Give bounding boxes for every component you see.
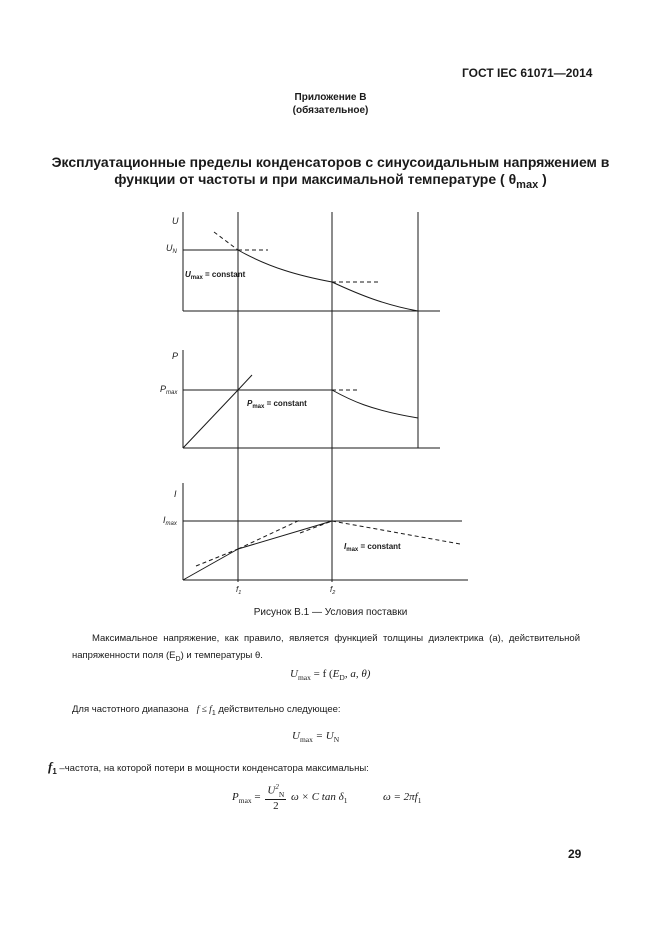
p-axis-label: P — [172, 351, 179, 361]
paragraph-voltage: Максимальное напряжение, как правило, является функцией толщины диэлектрика (а), действительной напряженности поля $(E_D)$ и температуры θ. — [72, 633, 580, 663]
p-max-label: $P_{max}$ — [160, 384, 178, 396]
p-decay-curve — [332, 390, 418, 418]
p-rise — [183, 390, 238, 448]
formula-umax-un: $U_{max} = U_N$ — [292, 730, 340, 745]
i-max-label: $I_{max}$ — [163, 515, 177, 527]
f2-tick-label: $f_2$ — [330, 585, 336, 596]
i-axis-label: I — [174, 489, 177, 499]
appendix-label: Приложение В — [294, 92, 367, 103]
standard-code: ГОСТ IEC 61071—2014 — [462, 66, 593, 80]
figure-caption: Рисунок В.1 — Условия поставки — [253, 607, 408, 618]
i-dash-3 — [332, 521, 460, 544]
appendix-type: (обязательное) — [292, 105, 369, 116]
i-note: $I_{max}$ = constant — [344, 542, 401, 553]
page-title-line2: функции от частоты и при максимальной температуре ( $\theta_{max}$ ) — [114, 171, 547, 191]
u-note: $U_{max}$ = constant — [185, 270, 246, 281]
i-dash-2 — [238, 520, 300, 549]
formula-pmax: $P_{max}$ = $\frac{U^2_N}{2}$ ω × C $\tan \delta_1$ $\omega = 2\pi f_1$ — [232, 783, 422, 812]
i-rise-1 — [183, 549, 238, 580]
p-rise-dash — [238, 375, 252, 390]
paragraph-f1: $f_1$ –частота, на которой потери в мощности конденсатора максимальны: — [48, 759, 369, 776]
theta-symbol: θ — [508, 171, 517, 187]
i-rise-2 — [238, 521, 332, 549]
i-dash-4 — [300, 521, 332, 533]
page-title-line1: Эксплуатационные пределы конденсаторов с синусоидальным напряжением в — [51, 154, 610, 170]
i-dash-1 — [196, 549, 238, 566]
page-number: 29 — [568, 847, 582, 861]
formula-umax: $U_{max} = f$ ($E_D$, a, θ) — [290, 668, 371, 683]
u-dash-1 — [214, 232, 238, 250]
f1-tick-label: $f_1$ — [236, 585, 242, 596]
u-max-curve — [238, 250, 418, 311]
p-note: $P_{max}$ = constant — [247, 399, 307, 410]
u-n-label: $U_N$ — [166, 243, 177, 255]
u-axis-label: U — [172, 216, 179, 226]
paragraph-range: Для частотного диапазона $f \le f_1$ действительно следующее: — [72, 704, 341, 717]
fraction: $\frac{U^2_N}{2}$ — [267, 783, 285, 812]
